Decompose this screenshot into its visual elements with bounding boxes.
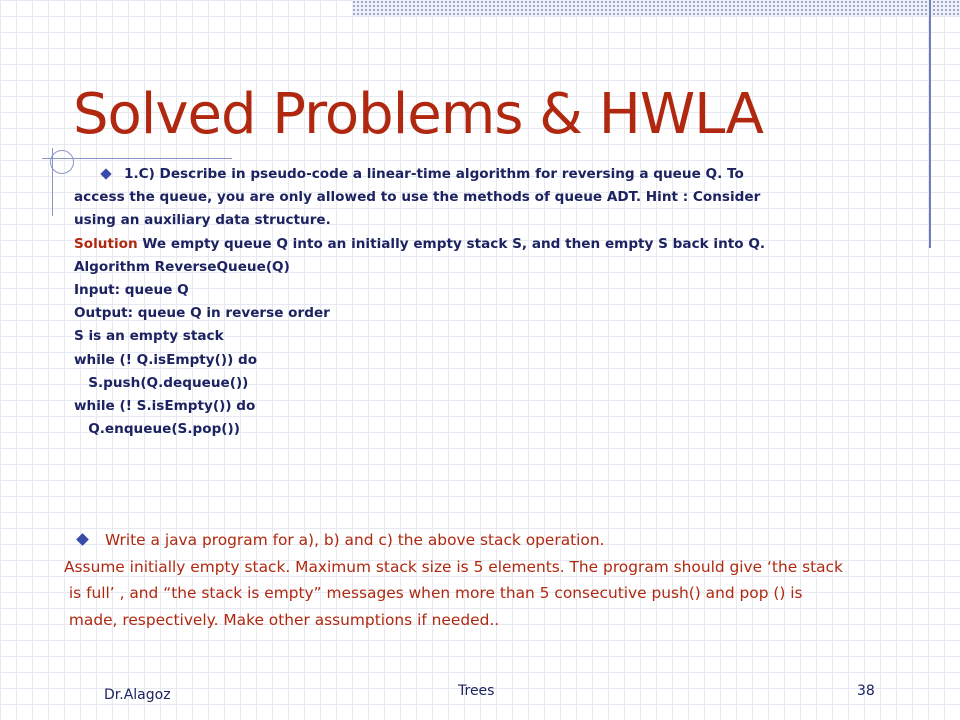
task-line: Assume initially empty stack. Maximum stack size is 5 elements. The program should give ‘the stack [64,557,843,576]
algorithm-line: S.push(Q.dequeue()) [74,374,249,391]
algorithm-line: while (! Q.isEmpty()) do [74,351,258,368]
task-line: made, respectively. Make other assumptions if needed.. [64,610,500,629]
algorithm-line: S is an empty stack [74,328,224,345]
diamond-bullet-icon [76,533,89,546]
solution-label: Solution [74,235,138,252]
question-line: using an auxiliary data structure. [74,212,331,229]
footer-page-number: 38 [857,683,875,699]
homework-text-block [64,527,944,633]
diamond-bullet-icon [100,168,111,179]
question-line: access the queue, you are only allowed to use the methods of queue ADT. Hint : Consider [74,189,761,206]
problem-text-block [74,163,854,441]
decorative-circle [50,150,74,174]
algorithm-line: Output: queue Q in reverse order [74,305,330,322]
slide-title: Solved Problems & HWLA [73,82,763,147]
algorithm-line: while (! S.isEmpty()) do [74,397,256,414]
decorative-vertical-line [929,0,931,248]
solution-line [74,233,854,256]
task-line: is full’ , and “the stack is empty” messages when more than 5 consecutive push() and pop () is [64,584,803,602]
task-line: Write a java program for a), b) and c) the above stack operation. [64,527,944,554]
algorithm-line: Algorithm ReverseQueue(Q) [74,258,290,275]
algorithm-line: Q.enqueue(S.pop()) [74,421,240,438]
footer-topic: Trees [458,683,495,699]
footer-author: Dr.Alagoz [104,687,171,703]
solution-text: We empty queue Q into an initially empty stack S, and then empty S back into Q. [137,235,766,252]
decorative-dot-band [352,0,960,16]
algorithm-line: Input: queue Q [74,281,189,298]
question-line: 1.C) Describe in pseudo-code a linear-time algorithm for reversing a queue Q. To [74,163,854,186]
